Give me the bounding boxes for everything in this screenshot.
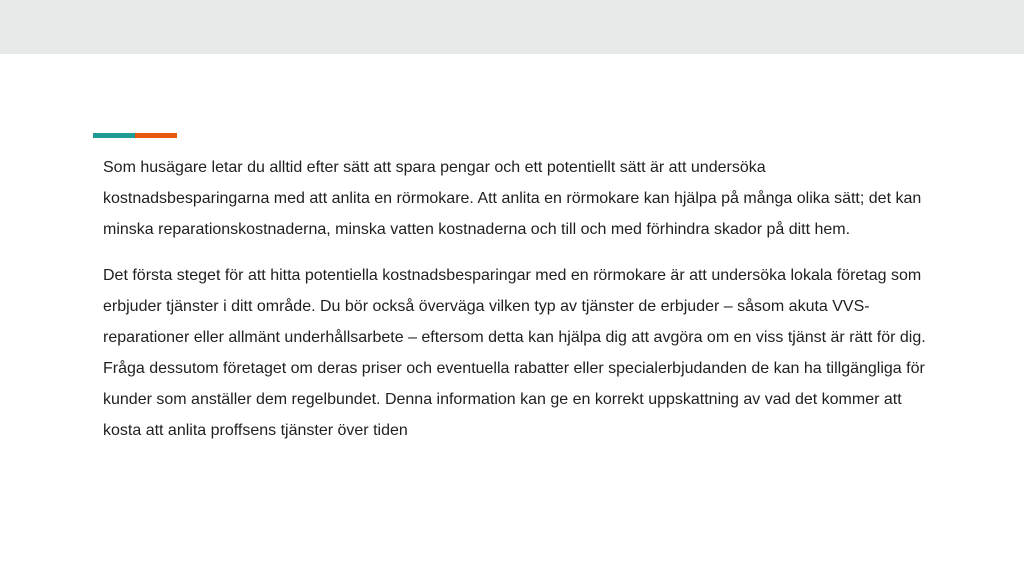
accent-bar-orange (135, 133, 177, 138)
paragraph-2: Det första steget för att hitta potentiella kostnadsbesparingar med en rörmokare är att undersöka lokala företag som erbjuder tjänster i ditt område. Du bör också överväga vilken typ av tjänster de erbjuder – såsom akuta VVS-reparationer eller allmänt underhållsarbete – eftersom detta kan hjälpa dig att avgöra om en viss tjänst är rätt för dig. Fråga dessutom företaget om deras priser och eventuella rabatter eller specialerbjudanden de kan ha tillgängliga för kunder som anställer dem regelbundet. Denna information kan ge en korrekt uppskattning av vad det kommer att kosta att anlita proffsens tjänster över tiden (103, 267, 926, 439)
accent-bar-teal (93, 133, 135, 138)
body-text (103, 152, 933, 446)
paragraph-1: Som husägare letar du alltid efter sätt att spara pengar och ett potentiellt sätt är att undersöka kostnadsbesparingarna med att anlita en rörmokare. Att anlita en rörmokare kan hjälpa på många olika sätt; det kan minska reparationskostnaderna, minska vatten kostnaderna och till och med förhindra skador på ditt hem. (103, 159, 922, 238)
top-band (0, 0, 1024, 54)
accent-bar (93, 133, 177, 138)
